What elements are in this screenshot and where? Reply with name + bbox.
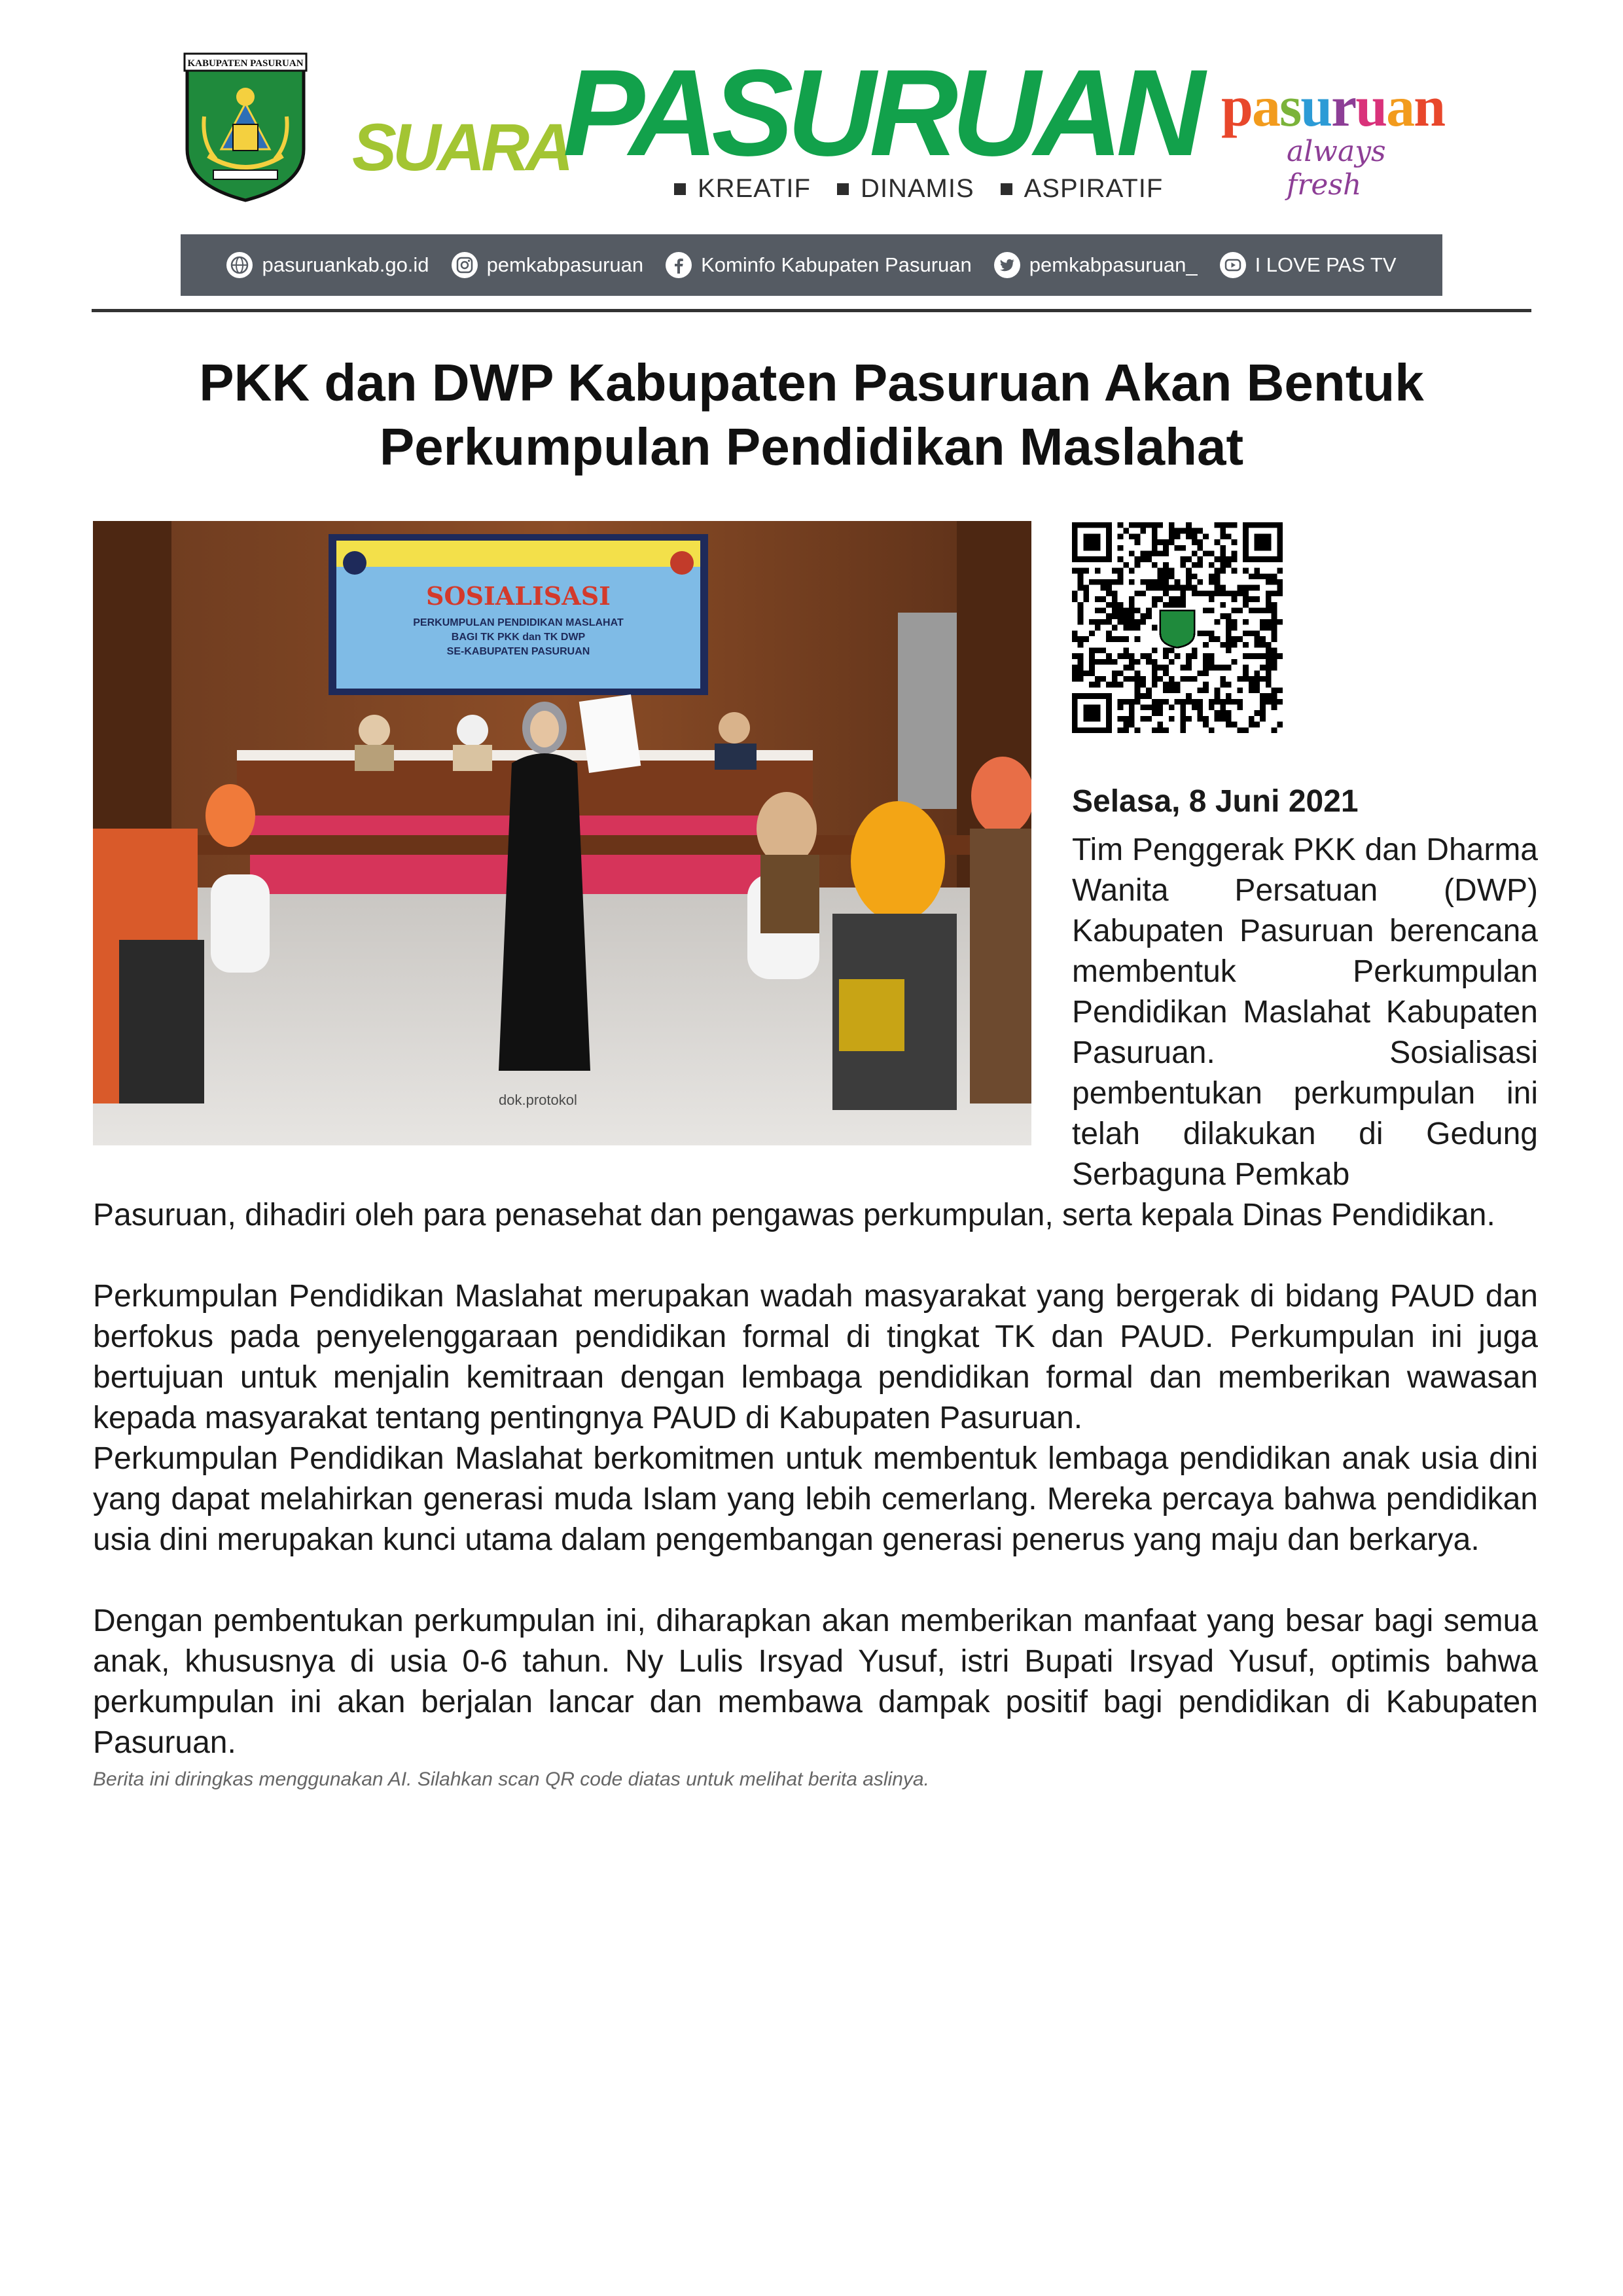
article-paragraph-1: Tim Penggerak PKK dan Dharma Wanita Persatuan (DWP) Kabupaten Pasuruan berencana membentuk Perkumpulan Pendidikan Maslahat Kabupaten Pasuruan. Sosialisasi pembentukan perkumpulan ini telah dilakukan di Gedung Serbaguna Pemkab [1072, 833, 1538, 1192]
square-bullet-icon [837, 183, 849, 195]
photo-credit: dok.protokol [499, 1092, 577, 1108]
instagram-icon [452, 252, 478, 278]
tourism-subtitle: always fresh [1287, 135, 1386, 202]
tagline [674, 174, 1163, 204]
social-link-facebook[interactable] [666, 252, 972, 278]
tagline-item: KREATIF [674, 174, 811, 204]
article-paragraph-1-continued: Pasuruan, dihadiri oleh para penasehat dan pengawas perkumpulan, serta kepala Dinas Pendidikan. [93, 1198, 1495, 1232]
social-link-twitter[interactable] [994, 252, 1198, 278]
photo-banner-line: PERKUMPULAN PENDIDIKAN MASLAHAT [413, 617, 624, 628]
title-line-1: PKK dan DWP Kabupaten Pasuruan Akan Bentuk [199, 353, 1424, 412]
square-bullet-icon [674, 183, 686, 195]
social-label: pasuruankab.go.id [262, 253, 429, 276]
ai-summary-footnote: Berita ini diringkas menggunakan AI. Silahkan scan QR code diatas untuk melihat berita aslinya. [93, 1768, 929, 1790]
tagline-item: DINAMIS [837, 174, 974, 204]
title-line-2: Perkumpulan Pendidikan Maslahat [379, 418, 1244, 476]
social-link-youtube[interactable] [1220, 252, 1397, 278]
social-media-bar [181, 234, 1442, 296]
article-date: Selasa, 8 Juni 2021 [1072, 784, 1359, 819]
social-label: pemkabpasuruan [486, 253, 644, 276]
tagline-item: ASPIRATIF [1001, 174, 1164, 204]
brand-pasuruan-text: PASURUAN [563, 44, 1199, 181]
facebook-icon [666, 252, 692, 278]
tourism-word: pasuruan [1221, 75, 1445, 139]
social-link-instagram[interactable] [452, 252, 644, 278]
qr-code[interactable] [1072, 522, 1283, 733]
social-label: I LOVE PAS TV [1255, 253, 1397, 276]
suara-pasuruan-logo [347, 44, 1199, 215]
pasuruan-always-fresh-logo [1221, 75, 1445, 202]
kabupaten-pasuruan-crest-logo [182, 51, 309, 203]
globe-icon [226, 252, 253, 278]
article-photo [93, 521, 1031, 1145]
article-title [92, 351, 1531, 479]
youtube-icon [1220, 252, 1246, 278]
photo-banner-line: BAGI TK PKK dan TK DWP [451, 632, 586, 643]
article-paragraph-2: Perkumpulan Pendidikan Maslahat merupakan wadah masyarakat yang bergerak di bidang PAUD dan berfokus pada penyelenggaraan pendidikan formal di tingkat TK dan PAUD. Perkumpulan ini juga bertujuan untuk menjalin kemitraan dengan lembaga pendidikan formal dan memberikan wawasan kepada masyarakat tentang pentingnya PAUD di Kabupaten Pasuruan. [93, 1279, 1538, 1435]
photo-banner-line: SE-KABUPATEN PASURUAN [446, 646, 590, 657]
brand-suara-text: SUARA [352, 110, 570, 185]
article-paragraph-3: Perkumpulan Pendidikan Maslahat berkomitmen untuk membentuk lembaga pendidikan anak usia dini yang dapat melahirkan generasi muda Islam yang lebih cemerlang. Mereka percaya bahwa pendidikan usia dini merupakan kunci utama dalam pengembangan generasi penerus yang maju dan berkarya. [93, 1441, 1538, 1557]
social-label: Kominfo Kabupaten Pasuruan [701, 253, 972, 276]
square-bullet-icon [1001, 183, 1012, 195]
header-divider [92, 309, 1531, 312]
photo-banner-title: SOSIALISASI [426, 581, 611, 611]
twitter-icon [994, 252, 1020, 278]
crest-label: KABUPATEN PASURUAN [187, 58, 304, 69]
social-link-website[interactable] [226, 252, 429, 278]
social-label: pemkabpasuruan_ [1029, 253, 1198, 276]
article-paragraph-4: Dengan pembentukan perkumpulan ini, diharapkan akan memberikan manfaat yang besar bagi semua anak, khususnya di usia 0-6 tahun. Ny Lulis Irsyad Yusuf, istri Bupati Irsyad Yusuf, optimis bahwa perkumpulan ini akan berjalan lancar dan membawa dampak positif bagi pendidikan di Kabupaten Pasuruan. [93, 1604, 1538, 1760]
